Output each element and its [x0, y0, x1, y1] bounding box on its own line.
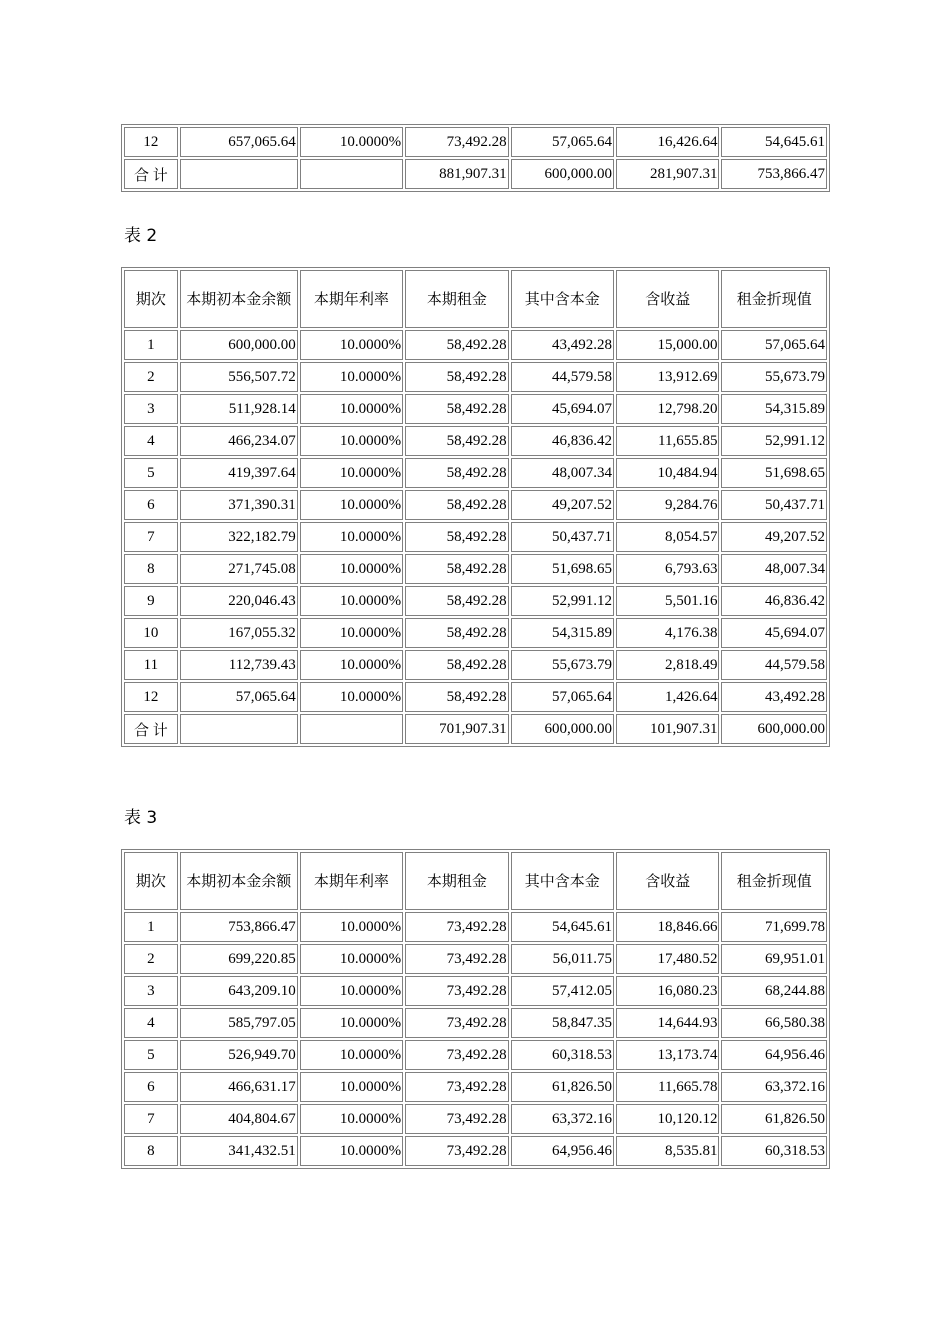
value-cell: 73,492.28: [405, 127, 508, 157]
value-cell: 58,492.28: [405, 586, 508, 616]
value-cell: 112,739.43: [180, 650, 298, 680]
period-cell: 合 计: [124, 159, 178, 189]
value-cell: 55,673.79: [721, 362, 827, 392]
table-row: [124, 554, 827, 584]
period-cell: 8: [124, 1136, 178, 1166]
value-cell: 45,694.07: [721, 618, 827, 648]
value-cell: 61,826.50: [721, 1104, 827, 1134]
value-cell: 50,437.71: [511, 522, 614, 552]
value-cell: 57,065.64: [180, 682, 298, 712]
period-cell: 1: [124, 912, 178, 942]
value-cell: 16,080.23: [616, 976, 719, 1006]
table-row: [124, 426, 827, 456]
column-header: 租金折现值: [721, 270, 827, 328]
value-cell: 54,315.89: [721, 394, 827, 424]
value-cell: 73,492.28: [405, 1008, 508, 1038]
value-cell: 220,046.43: [180, 586, 298, 616]
column-header: 本期租金: [405, 270, 508, 328]
period-cell: 7: [124, 1104, 178, 1134]
period-cell: 6: [124, 490, 178, 520]
value-cell: 556,507.72: [180, 362, 298, 392]
value-cell: 10.0000%: [300, 1136, 403, 1166]
value-cell: 16,426.64: [616, 127, 719, 157]
value-cell: 10.0000%: [300, 1104, 403, 1134]
value-cell: 64,956.46: [511, 1136, 614, 1166]
column-header: 本期初本金余额: [180, 270, 298, 328]
value-cell: 58,492.28: [405, 394, 508, 424]
table-row: [124, 682, 827, 712]
value-cell: 341,432.51: [180, 1136, 298, 1166]
value-cell: 10.0000%: [300, 1040, 403, 1070]
value-cell: 54,315.89: [511, 618, 614, 648]
value-cell: 10.0000%: [300, 976, 403, 1006]
value-cell: 466,234.07: [180, 426, 298, 456]
value-cell: 55,673.79: [511, 650, 614, 680]
value-cell: 167,055.32: [180, 618, 298, 648]
period-cell: 5: [124, 1040, 178, 1070]
value-cell: 45,694.07: [511, 394, 614, 424]
column-header: 本期年利率: [300, 852, 403, 910]
period-cell: 4: [124, 426, 178, 456]
period-cell: 9: [124, 586, 178, 616]
table-row: [124, 127, 827, 157]
period-cell: 7: [124, 522, 178, 552]
value-cell: 600,000.00: [511, 714, 614, 744]
period-cell: 11: [124, 650, 178, 680]
value-cell: 18,846.66: [616, 912, 719, 942]
value-cell: 73,492.28: [405, 944, 508, 974]
period-cell: 3: [124, 976, 178, 1006]
value-cell: 10.0000%: [300, 458, 403, 488]
table-row: [124, 1040, 827, 1070]
period-cell: 12: [124, 127, 178, 157]
table-row: [124, 522, 827, 552]
table-row: [124, 362, 827, 392]
value-cell: 600,000.00: [180, 330, 298, 360]
value-cell: 51,698.65: [721, 458, 827, 488]
period-cell: 4: [124, 1008, 178, 1038]
column-header: 含收益: [616, 852, 719, 910]
value-cell: 10.0000%: [300, 394, 403, 424]
table-row: [124, 1072, 827, 1102]
value-cell: 10.0000%: [300, 522, 403, 552]
value-cell: 11,665.78: [616, 1072, 719, 1102]
value-cell: 466,631.17: [180, 1072, 298, 1102]
value-cell: 10,484.94: [616, 458, 719, 488]
value-cell: 8,535.81: [616, 1136, 719, 1166]
table-row: [124, 458, 827, 488]
value-cell: 10.0000%: [300, 650, 403, 680]
value-cell: 699,220.85: [180, 944, 298, 974]
value-cell: 58,492.28: [405, 458, 508, 488]
value-cell: 657,065.64: [180, 127, 298, 157]
column-header: 本期租金: [405, 852, 508, 910]
value-cell: 15,000.00: [616, 330, 719, 360]
period-cell: 合 计: [124, 714, 178, 744]
value-cell: 51,698.65: [511, 554, 614, 584]
column-header: 本期初本金余额: [180, 852, 298, 910]
value-cell: 58,492.28: [405, 682, 508, 712]
value-cell: 66,580.38: [721, 1008, 827, 1038]
value-cell: 10.0000%: [300, 330, 403, 360]
table-2-caption: 表 2: [124, 226, 158, 246]
value-cell: 63,372.16: [511, 1104, 614, 1134]
value-cell: 58,492.28: [405, 426, 508, 456]
value-cell: 50,437.71: [721, 490, 827, 520]
table-row: [124, 912, 827, 942]
value-cell: 57,065.64: [511, 127, 614, 157]
value-cell: 71,699.78: [721, 912, 827, 942]
value-cell: 101,907.31: [616, 714, 719, 744]
column-header: 含收益: [616, 270, 719, 328]
value-cell: 73,492.28: [405, 1040, 508, 1070]
value-cell: 511,928.14: [180, 394, 298, 424]
value-cell: 12,798.20: [616, 394, 719, 424]
column-header: 其中含本金: [511, 270, 614, 328]
value-cell: 43,492.28: [511, 330, 614, 360]
value-cell: 526,949.70: [180, 1040, 298, 1070]
value-cell: 69,951.01: [721, 944, 827, 974]
value-cell: 643,209.10: [180, 976, 298, 1006]
value-cell: 48,007.34: [511, 458, 614, 488]
period-cell: 2: [124, 944, 178, 974]
value-cell: 58,847.35: [511, 1008, 614, 1038]
column-header: 租金折现值: [721, 852, 827, 910]
period-cell: 5: [124, 458, 178, 488]
value-cell: 73,492.28: [405, 1072, 508, 1102]
value-cell: 600,000.00: [511, 159, 614, 189]
value-cell: [180, 159, 298, 189]
value-cell: 419,397.64: [180, 458, 298, 488]
total-row: [124, 714, 827, 744]
value-cell: 46,836.42: [721, 586, 827, 616]
value-cell: 49,207.52: [721, 522, 827, 552]
value-cell: 58,492.28: [405, 650, 508, 680]
value-cell: 44,579.58: [721, 650, 827, 680]
table-row: [124, 1008, 827, 1038]
value-cell: 322,182.79: [180, 522, 298, 552]
value-cell: 57,065.64: [721, 330, 827, 360]
value-cell: 10.0000%: [300, 912, 403, 942]
value-cell: 10.0000%: [300, 127, 403, 157]
value-cell: 44,579.58: [511, 362, 614, 392]
value-cell: 43,492.28: [721, 682, 827, 712]
header-row: [124, 852, 827, 910]
header-row: [124, 270, 827, 328]
value-cell: 49,207.52: [511, 490, 614, 520]
value-cell: 60,318.53: [511, 1040, 614, 1070]
value-cell: 271,745.08: [180, 554, 298, 584]
table-1-continuation: [121, 124, 830, 192]
table-row: [124, 650, 827, 680]
value-cell: 58,492.28: [405, 554, 508, 584]
period-cell: 10: [124, 618, 178, 648]
value-cell: 58,492.28: [405, 522, 508, 552]
value-cell: 10.0000%: [300, 362, 403, 392]
table-row: [124, 394, 827, 424]
total-row: [124, 159, 827, 189]
value-cell: 54,645.61: [511, 912, 614, 942]
value-cell: 48,007.34: [721, 554, 827, 584]
column-header: 其中含本金: [511, 852, 614, 910]
value-cell: 73,492.28: [405, 976, 508, 1006]
value-cell: 5,501.16: [616, 586, 719, 616]
value-cell: 57,065.64: [511, 682, 614, 712]
column-header: 期次: [124, 270, 178, 328]
value-cell: [300, 159, 403, 189]
value-cell: 54,645.61: [721, 127, 827, 157]
value-cell: 13,912.69: [616, 362, 719, 392]
table-row: [124, 490, 827, 520]
value-cell: 73,492.28: [405, 1136, 508, 1166]
value-cell: 10.0000%: [300, 682, 403, 712]
value-cell: 404,804.67: [180, 1104, 298, 1134]
table-row: [124, 586, 827, 616]
period-cell: 1: [124, 330, 178, 360]
period-cell: 12: [124, 682, 178, 712]
column-header: 期次: [124, 852, 178, 910]
value-cell: 10.0000%: [300, 490, 403, 520]
table-row: [124, 976, 827, 1006]
table-row: [124, 618, 827, 648]
value-cell: 52,991.12: [721, 426, 827, 456]
value-cell: 57,412.05: [511, 976, 614, 1006]
table-row: [124, 944, 827, 974]
table-row: [124, 1104, 827, 1134]
value-cell: 10.0000%: [300, 618, 403, 648]
value-cell: [180, 714, 298, 744]
value-cell: 9,284.76: [616, 490, 719, 520]
value-cell: 1,426.64: [616, 682, 719, 712]
table-2: [121, 267, 830, 747]
value-cell: [300, 714, 403, 744]
value-cell: 6,793.63: [616, 554, 719, 584]
value-cell: 64,956.46: [721, 1040, 827, 1070]
value-cell: 701,907.31: [405, 714, 508, 744]
table-row: [124, 330, 827, 360]
table-3-caption: 表 3: [124, 808, 158, 828]
value-cell: 8,054.57: [616, 522, 719, 552]
value-cell: 17,480.52: [616, 944, 719, 974]
value-cell: 13,173.74: [616, 1040, 719, 1070]
value-cell: 73,492.28: [405, 912, 508, 942]
value-cell: 10.0000%: [300, 554, 403, 584]
value-cell: 52,991.12: [511, 586, 614, 616]
value-cell: 14,644.93: [616, 1008, 719, 1038]
value-cell: 753,866.47: [180, 912, 298, 942]
value-cell: 10,120.12: [616, 1104, 719, 1134]
value-cell: 4,176.38: [616, 618, 719, 648]
value-cell: 11,655.85: [616, 426, 719, 456]
value-cell: 281,907.31: [616, 159, 719, 189]
value-cell: 58,492.28: [405, 362, 508, 392]
value-cell: 58,492.28: [405, 330, 508, 360]
value-cell: 58,492.28: [405, 618, 508, 648]
value-cell: 10.0000%: [300, 426, 403, 456]
value-cell: 56,011.75: [511, 944, 614, 974]
period-cell: 2: [124, 362, 178, 392]
value-cell: 753,866.47: [721, 159, 827, 189]
value-cell: 60,318.53: [721, 1136, 827, 1166]
value-cell: 10.0000%: [300, 586, 403, 616]
value-cell: 585,797.05: [180, 1008, 298, 1038]
value-cell: 881,907.31: [405, 159, 508, 189]
period-cell: 8: [124, 554, 178, 584]
value-cell: 371,390.31: [180, 490, 298, 520]
value-cell: 73,492.28: [405, 1104, 508, 1134]
value-cell: 68,244.88: [721, 976, 827, 1006]
value-cell: 600,000.00: [721, 714, 827, 744]
value-cell: 10.0000%: [300, 1072, 403, 1102]
value-cell: 2,818.49: [616, 650, 719, 680]
value-cell: 61,826.50: [511, 1072, 614, 1102]
column-header: 本期年利率: [300, 270, 403, 328]
value-cell: 63,372.16: [721, 1072, 827, 1102]
value-cell: 10.0000%: [300, 1008, 403, 1038]
table-row: [124, 1136, 827, 1166]
period-cell: 6: [124, 1072, 178, 1102]
period-cell: 3: [124, 394, 178, 424]
value-cell: 10.0000%: [300, 944, 403, 974]
value-cell: 58,492.28: [405, 490, 508, 520]
table-3: [121, 849, 830, 1169]
value-cell: 46,836.42: [511, 426, 614, 456]
